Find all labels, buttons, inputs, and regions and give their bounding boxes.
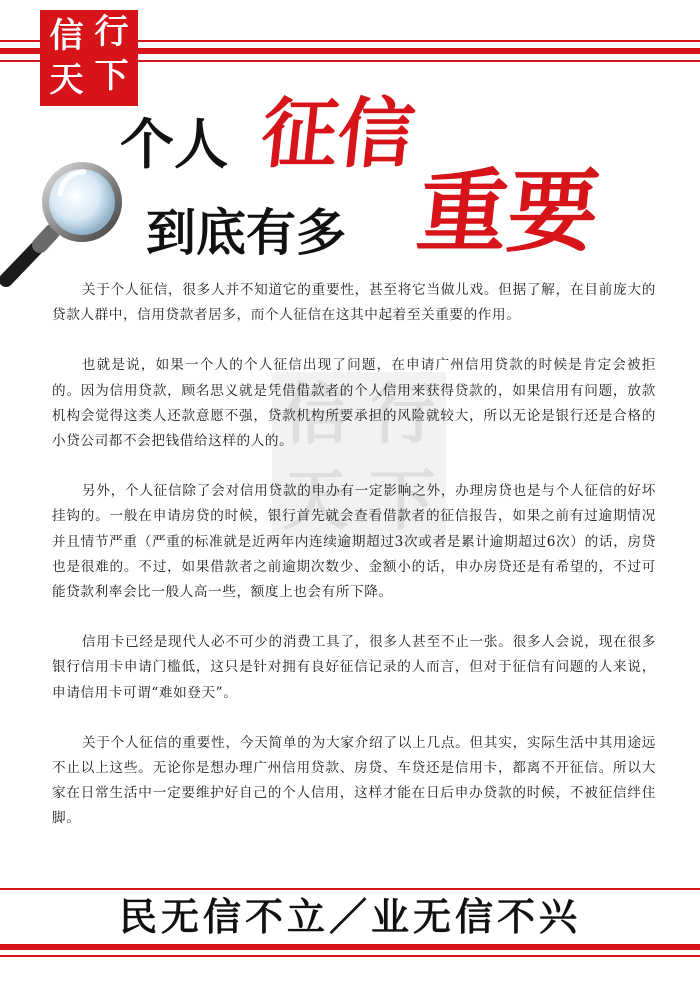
bottom-rule-thin xyxy=(0,888,700,890)
watermark-char: 信 xyxy=(282,376,349,453)
headline-part1: 个人 xyxy=(120,113,228,176)
article-body xyxy=(52,278,656,857)
headline-part2: 征信 xyxy=(257,89,419,178)
brand-logo xyxy=(40,10,138,106)
paragraph: 关于个人征信的重要性，今天简单的为大家介绍了以上几点。但其实，实际生活中其用途远不止以上这些。无论你是想办理广州信用贷款、房贷、车贷还是信用卡，都离不开征信。所以大家在日常生活中一定要维护好自己的个人信用，这样才能在日后申办贷款的时候，不被征信绊住脚。 xyxy=(52,734,656,827)
paragraph: 也就是说，如果一个人的个人征信出现了问题，在申请广州信用贷款的时候是肯定会被拒的。因为信用贷款，顾名思义就是凭借借款者的个人信用来获得贷款的，如果信用有问题，放款机构会觉得这类人还款意愿不强，贷款机构所要承担的风险就较大，所以无论是银行还是合格的小贷公司都不会把钱借给这样的人的。 xyxy=(52,357,656,450)
bottom-rule-thin-lower xyxy=(0,955,700,957)
bottom-rule-thick xyxy=(0,944,700,950)
headline-part4: 重要 xyxy=(412,160,604,265)
logo-char: 信 xyxy=(49,16,84,56)
headline-part3: 到底有多 xyxy=(146,204,346,262)
watermark-char: 下 xyxy=(369,462,436,539)
slogan: 民无信不立／业无信不兴 xyxy=(118,895,581,939)
logo-char: 天 xyxy=(49,60,84,100)
paragraph: 另外，个人征信除了会对信用贷款的申办有一定影响之外，办理房贷也是与个人征信的好坏挂钩的。一般在申请房贷的时候，银行首先就会查看借款者的征信报告，如果之前有过逾期情况并且情节严重（严重的标准就是近两年内连续逾期超过3次或者是累计逾期超过6次）的话，房贷也是很难的。不过，如果借款者之前逾期次数少、金额小的话，申办房贷还是有希望的，不过可能贷款利率会比一般人高一些，额度上也会有所下降。 xyxy=(52,483,656,601)
paragraph: 信用卡已经是现代人必不可少的消费工具了，很多人甚至不止一张。很多人会说，现在很多银行信用卡申请门槛低，这只是针对拥有良好征信记录的人而言，但对于征信有问题的人来说，申请信用卡可谓“难如登天”。 xyxy=(52,634,656,701)
logo-char: 行 xyxy=(94,12,129,52)
logo-char: 下 xyxy=(94,56,129,96)
magnifying-glass-icon xyxy=(0,148,140,288)
watermark-char: 天 xyxy=(282,462,349,539)
paragraph: 关于个人征信，很多人并不知道它的重要性，甚至将它当做儿戏。但据了解，在目前庞大的贷款人群中，信用贷款者居多，而个人征信在这其中起着至关重要的作用。 xyxy=(52,282,656,324)
watermark-char: 行 xyxy=(369,376,436,453)
